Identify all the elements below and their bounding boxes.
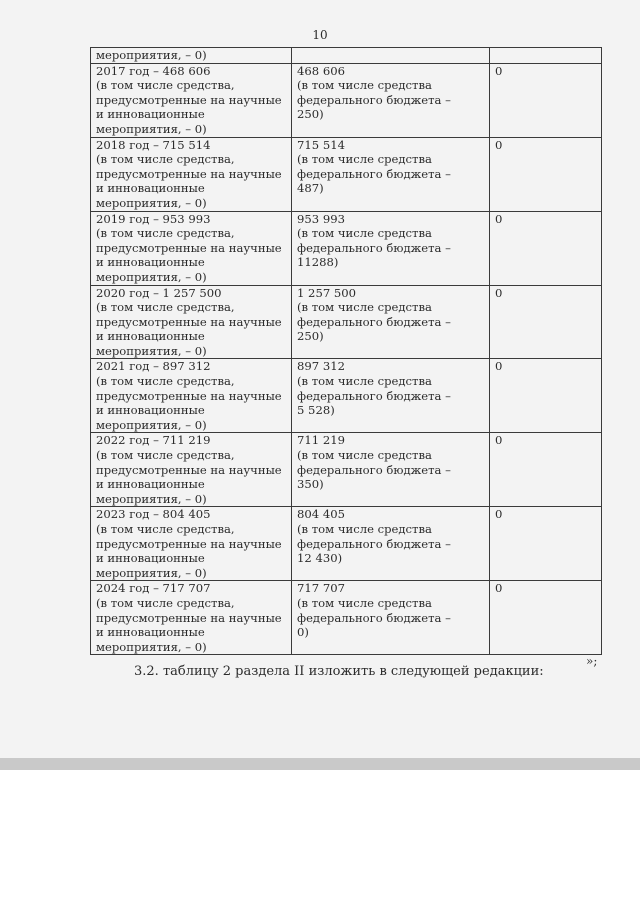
table-cell: 0 bbox=[490, 211, 602, 285]
table-row bbox=[91, 211, 602, 285]
table-cell: 2023 год – 804 405 (в том числе средства, предусмотренные на научные и инновационные мероприятия, – 0) bbox=[91, 507, 292, 581]
table-cell: 953 993 (в том числе средства федерального бюджета – 11288) bbox=[292, 211, 490, 285]
table-cell: 0 bbox=[490, 285, 602, 359]
table-cell: 2020 год – 1 257 500 (в том числе средства, предусмотренные на научные и инновационные мероприятия, – 0) bbox=[91, 285, 292, 359]
table-row bbox=[91, 581, 602, 655]
closing-quote-mark: »; bbox=[586, 654, 598, 668]
table-cell: 0 bbox=[490, 581, 602, 655]
table-row bbox=[91, 63, 602, 137]
table-cell: 0 bbox=[490, 63, 602, 137]
table-cell: 2022 год – 711 219 (в том числе средства, предусмотренные на научные и инновационные мероприятия, – 0) bbox=[91, 433, 292, 507]
table-row bbox=[91, 359, 602, 433]
table-cell: 0 bbox=[490, 137, 602, 211]
table-cell: 897 312 (в том числе средства федерального бюджета – 5 528) bbox=[292, 359, 490, 433]
table-cell: 0 bbox=[490, 433, 602, 507]
page-number: 10 bbox=[312, 28, 328, 42]
scan-edge-shadow bbox=[0, 758, 640, 770]
table-cell: 715 514 (в том числе средства федерального бюджета – 487) bbox=[292, 137, 490, 211]
table-cell: 2021 год – 897 312 (в том числе средства, предусмотренные на научные и инновационные мероприятия, – 0) bbox=[91, 359, 292, 433]
table-cell: мероприятия, – 0) bbox=[91, 48, 292, 64]
table-cell: 0 bbox=[490, 359, 602, 433]
table-cell bbox=[292, 48, 490, 64]
amendment-text: 3.2. таблицу 2 раздела II изложить в следующей редакции: bbox=[134, 664, 544, 679]
table-cell: 2019 год – 953 993 (в том числе средства, предусмотренные на научные и инновационные мероприятия, – 0) bbox=[91, 211, 292, 285]
table-cell: 717 707 (в том числе средства федерального бюджета – 0) bbox=[292, 581, 490, 655]
table-row bbox=[91, 507, 602, 581]
table-cell: 2024 год – 717 707 (в том числе средства, предусмотренные на научные и инновационные мероприятия, – 0) bbox=[91, 581, 292, 655]
table-cell: 2017 год – 468 606 (в том числе средства, предусмотренные на научные и инновационные мероприятия, – 0) bbox=[91, 63, 292, 137]
table-cell bbox=[490, 48, 602, 64]
table-row bbox=[91, 433, 602, 507]
budget-table bbox=[90, 47, 602, 655]
table-cell: 468 606 (в том числе средства федерального бюджета – 250) bbox=[292, 63, 490, 137]
table-cell: 2018 год – 715 514 (в том числе средства, предусмотренные на научные и инновационные мероприятия, – 0) bbox=[91, 137, 292, 211]
table-cell: 711 219 (в том числе средства федерального бюджета – 350) bbox=[292, 433, 490, 507]
table-row bbox=[91, 285, 602, 359]
table-cell: 1 257 500 (в том числе средства федерального бюджета – 250) bbox=[292, 285, 490, 359]
table-cell: 804 405 (в том числе средства федерального бюджета – 12 430) bbox=[292, 507, 490, 581]
table-row bbox=[91, 137, 602, 211]
table-cell: 0 bbox=[490, 507, 602, 581]
table-row bbox=[91, 48, 602, 64]
